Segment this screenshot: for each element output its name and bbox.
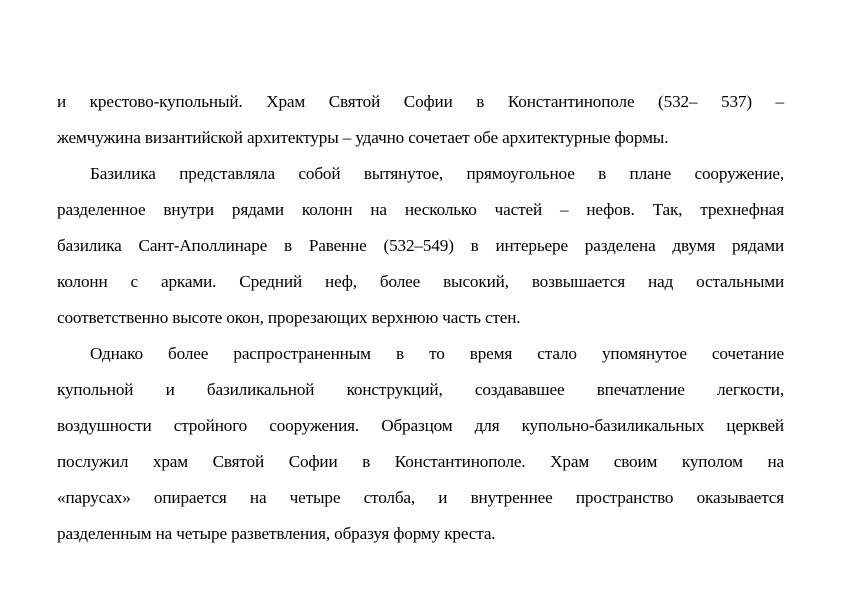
text-line-12: «парусах» опирается на четыре столба, и внутреннее пространство оказывается: [57, 488, 784, 507]
text-line-4: разделенное внутри рядами колонн на несколько частей – нефов. Так, трехнефная: [57, 200, 784, 219]
text-line-9: купольной и базиликальной конструкций, создававшее впечатление легкости,: [57, 380, 784, 399]
text-line-2: жемчужина византийской архитектуры – удачно сочетает обе архитектурные формы.: [57, 128, 669, 147]
text-line-10: воздушности стройного сооружения. Образцом для купольно-базиликальных церквей: [57, 416, 784, 435]
text-line-1: и крестово-купольный. Храм Святой Софии в Константинополе (532– 537) –: [57, 92, 784, 111]
text-line-11: послужил храм Святой Софии в Константинополе. Храм своим куполом на: [57, 452, 784, 471]
text-line-6: колонн с арками. Средний неф, более высокий, возвышается над остальными: [57, 272, 784, 291]
text-line-8: Однако более распространенным в то время стало упомянутое сочетание: [90, 344, 784, 363]
text-line-5: базилика Сант-Аполлинаре в Равенне (532–549) в интерьере разделена двумя рядами: [57, 236, 784, 255]
document-page: [57, 84, 784, 552]
text-line-7: соответственно высоте окон, прорезающих верхнюю часть стен.: [57, 308, 521, 327]
text-line-3: Базилика представляла собой вытянутое, прямоугольное в плане сооружение,: [90, 164, 784, 183]
text-line-13: разделенным на четыре разветвления, образуя форму креста.: [57, 524, 496, 543]
